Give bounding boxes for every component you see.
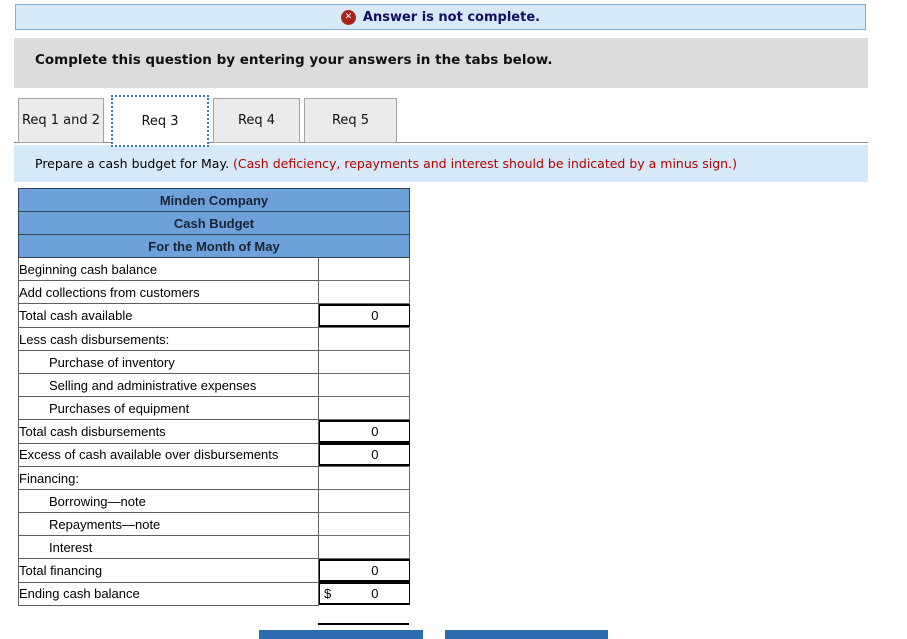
table-row	[19, 536, 410, 559]
instruction-bar	[14, 145, 868, 182]
table-row	[19, 304, 410, 328]
row-label: Repayments—note	[19, 513, 319, 536]
tab-label: Req 4	[237, 113, 276, 128]
table-row	[19, 559, 410, 583]
row-label: Excess of cash available over disbursements	[19, 443, 319, 467]
tab-label: Req 1 and 2	[21, 113, 101, 128]
row-value-cell[interactable]	[319, 374, 410, 397]
row-value-cell[interactable]	[319, 281, 410, 304]
tab-label: Req 3	[141, 113, 179, 129]
tab-req-4[interactable]	[213, 98, 300, 143]
row-value: 0	[371, 447, 379, 462]
table-row	[19, 281, 410, 304]
currency-symbol: $	[324, 586, 332, 601]
row-value-cell[interactable]	[319, 536, 410, 559]
table-row	[19, 420, 410, 444]
row-label: Ending cash balance	[19, 582, 319, 605]
row-label: Financing:	[19, 467, 319, 490]
footer-button-right[interactable]	[445, 630, 608, 639]
row-label: Total cash available	[19, 304, 319, 328]
footer-button-left[interactable]	[259, 630, 423, 639]
row-label: Purchase of inventory	[19, 351, 319, 374]
row-label: Total cash disbursements	[19, 420, 319, 444]
row-label: Total financing	[19, 559, 319, 583]
complete-question-text: Complete this question by entering your answers in the tabs below.	[35, 52, 553, 68]
table-row	[19, 582, 410, 605]
row-value-cell[interactable]	[319, 490, 410, 513]
table-row	[19, 328, 410, 351]
row-label: Beginning cash balance	[19, 258, 319, 281]
tab-label: Req 5	[331, 113, 370, 128]
table-row	[19, 374, 410, 397]
row-value-cell	[319, 467, 410, 490]
table-row	[19, 397, 410, 420]
table-row	[19, 258, 410, 281]
instruction-text: Prepare a cash budget for May. (Cash deficiency, repayments and interest should be indicated by a minus sign.)	[35, 156, 737, 171]
row-value-cell	[319, 582, 410, 605]
ending-balance-double-underline	[318, 623, 409, 625]
table-row	[19, 467, 410, 490]
row-value: 0	[371, 424, 379, 439]
table-title-company: Minden Company	[19, 189, 410, 212]
row-value-cell[interactable]	[319, 258, 410, 281]
row-value-cell[interactable]	[319, 397, 410, 420]
tab-req-1-and-2[interactable]	[18, 98, 104, 143]
table-row	[19, 490, 410, 513]
table-row	[19, 351, 410, 374]
row-value-cell	[319, 420, 410, 443]
row-value: 0	[371, 563, 379, 578]
row-label: Purchases of equipment	[19, 397, 319, 420]
row-value-cell	[319, 304, 410, 327]
row-value: 0	[371, 586, 379, 601]
tab-req-5[interactable]	[304, 98, 397, 143]
row-value-cell	[319, 328, 410, 351]
row-value: 0	[371, 308, 379, 323]
row-label: Interest	[19, 536, 319, 559]
row-label: Add collections from customers	[19, 281, 319, 304]
row-value-cell[interactable]	[319, 513, 410, 536]
error-x-icon: ✕	[341, 10, 356, 25]
table-title-period: For the Month of May	[19, 235, 410, 258]
row-label: Selling and administrative expenses	[19, 374, 319, 397]
row-label: Less cash disbursements:	[19, 328, 319, 351]
cash-budget-table	[18, 188, 410, 606]
instruction-note: (Cash deficiency, repayments and interest should be indicated by a minus sign.)	[233, 156, 737, 171]
tab-req-3[interactable]	[111, 95, 209, 147]
table-title-statement: Cash Budget	[19, 212, 410, 235]
complete-question-banner	[14, 38, 868, 88]
row-value-cell	[319, 443, 410, 466]
answer-status-banner	[15, 4, 866, 30]
table-row	[19, 443, 410, 467]
table-row	[19, 513, 410, 536]
row-label: Borrowing—note	[19, 490, 319, 513]
row-value-cell[interactable]	[319, 351, 410, 374]
answer-status-text: Answer is not complete.	[362, 9, 541, 25]
row-value-cell	[319, 559, 410, 582]
